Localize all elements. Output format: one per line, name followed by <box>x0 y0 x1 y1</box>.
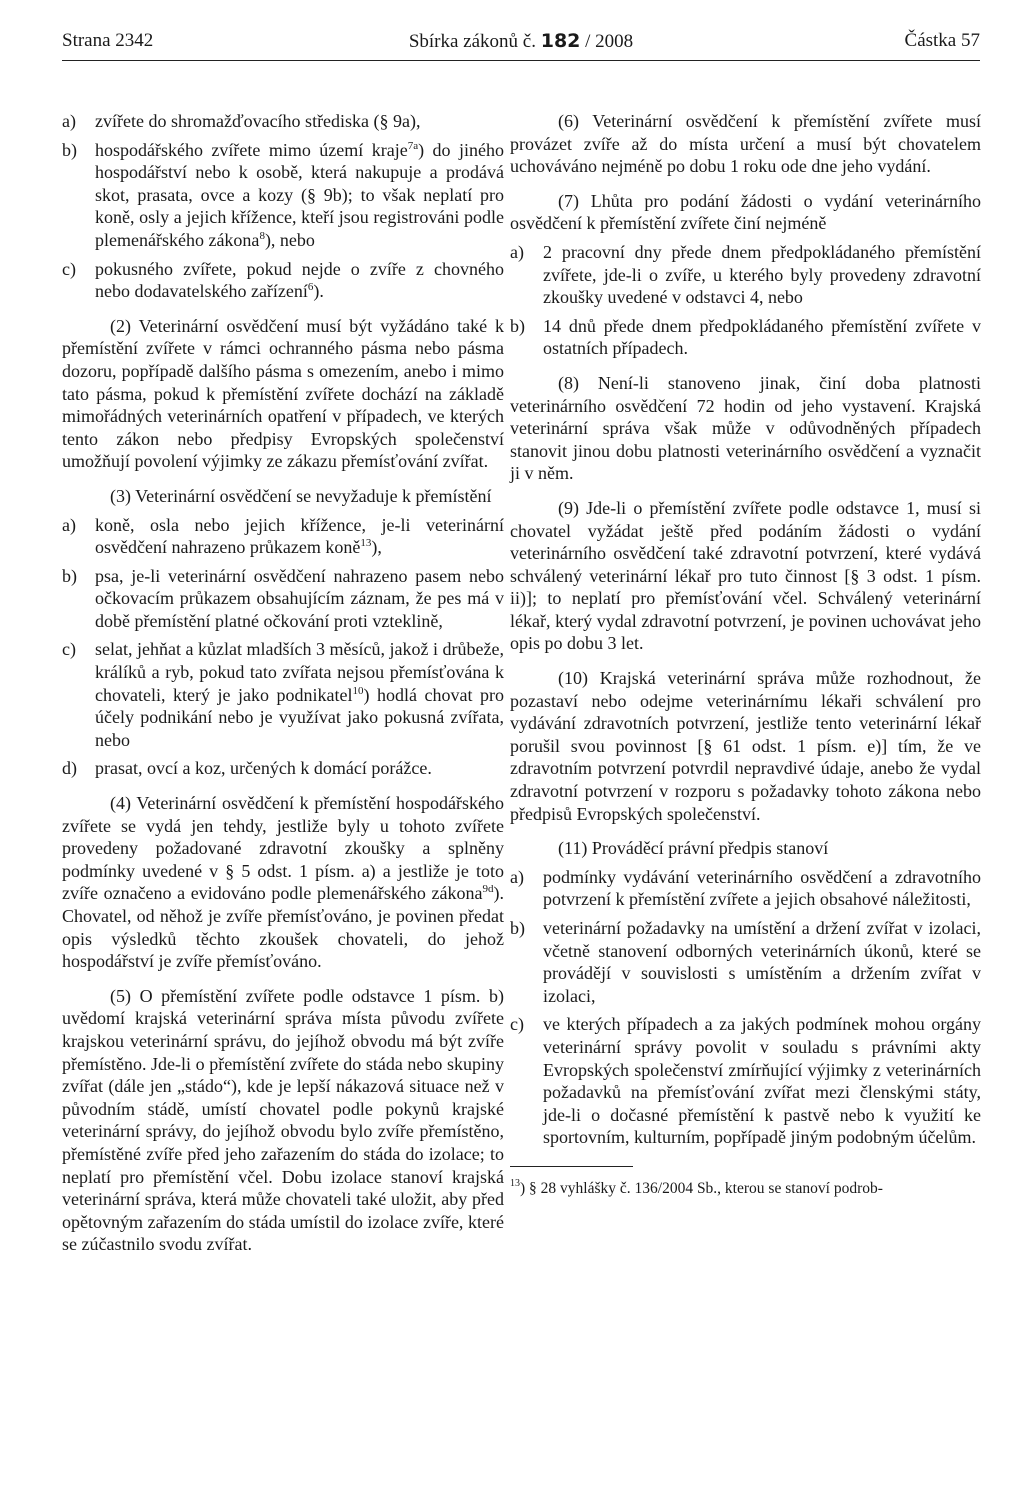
list-text: veterinární požadavky na umístění a držení zvířat v izolaci, včetně stanovení odborných veterinárních úkonů, které se provádějí v souvislosti s umístěním a držením zvířat v izolaci, <box>543 918 981 1006</box>
paragraph-text: ). Chovatel, od něhož je zvíře přemísťováno, je povinen předat opis výsledků těchto zkoušek chovateli, do jehož hospodářství je zvíře přemísťováno. <box>62 883 504 972</box>
footnote-ref: 7a <box>407 139 419 152</box>
list-label: c) <box>510 1014 524 1035</box>
paragraph-text: (4) Veterinární osvědčení k přemístění hospodářského zvířete se vydá jen tehdy, jestliže byly u tohoto zvířete provedeny požadované zdravotní zkoušky a splněny podmínky uvedené v § 5 odst. 1 písm. a) a jestliže je toto zvíře označeno a evidováno podle plemenářského zákona <box>62 793 504 904</box>
footnote <box>510 1179 981 1199</box>
paragraph-9: (9) Jde-li o přemístění zvířete podle odstavce 1, musí si chovatel vyžádat ještě před podáním žádosti o vydání veterinárního osvědčení také zdravotní potvrzení, které vydává schválený veterinární lékař pro tuto činnost [§ 3 odst. 1 písm. ii)]; to neplatí pro přemísťování včel. Schválený veterinární lékař, který vydal zdravotní potvrzení, je povinen uchovávat jeho opis po dobu 3 let. <box>510 497 981 654</box>
header-divider <box>62 60 980 61</box>
list-item <box>62 258 504 303</box>
list-text: 2 pracovní dny přede dnem předpokládaného přemístění zvířete, jde-li o zvíře, u kterého byly provedeny zdravotní zkoušky uvedené v odstavci 4, nebo <box>543 241 981 308</box>
list-item <box>510 241 981 309</box>
paragraph-5: (5) O přemístění zvířete podle odstavce 1 písm. b) uvědomí krajská veterinární správa místa původu zvířete krajskou veterinární správu, do jejíhož obvodu má být zvíře přemístěno. Jde-li o přemístění zvířete do stáda nebo skupiny zvířat (dále jen „stádo“), kde je lepší nákazová situace než v původním stádě, umístí chovatel podle pokynů krajské veterinární správy, do jejíhož obvodu bylo zvíře přemístěno, přemístěné zvíře před jeho zařazením do stáda do izolace; to neplatí pro přemístění včel. Dobu izolace stanoví krajská veterinární správa, která může chovateli také uložit, aby před opětovným zařazením do stáda umístil do izolace zvíře, které se zúčastnilo svodu zvířat. <box>62 985 504 1255</box>
collection-prefix: Sbírka zákonů č. <box>408 31 536 52</box>
list-label: a) <box>510 866 524 887</box>
list-label: b) <box>62 139 77 160</box>
list-text: selat, jehňat a kůzlat mladších 3 měsíců, jakož i drůbeže, králíků a ryb, pokud tato zvířata nejsou přemísťována k chovateli, který je jako podnikatel <box>95 639 504 705</box>
footnote-ref: 6 <box>307 281 314 294</box>
list-text: ) hodlá chovat pro účely podnikání nebo je využívat jako pokusná zvířata, nebo <box>95 684 504 750</box>
right-column <box>510 110 981 1199</box>
collection-title <box>62 30 980 53</box>
list-text: ) do jiného hospodářství nebo k osobě, která nakupuje a prodává skot, prasata, ovce a kozy (§ 9b); to však neplatí pro koně, osly a jejich křížence, kteří jsou registrováni podle plemenářského zákona <box>95 139 504 250</box>
paragraph-10: (10) Krajská veterinární správa může rozhodnout, že pozastaví nebo odejme veterinárnímu lékaři schválení pro vydávání zdravotních potvrzení, jestliže tento veterinární lékař porušil svou povinnost [§ 61 odst. 1 písm. e)] tím, že ve zdravotním potvrzení potvrdil nepravdivé údaje, anebo že vydal zdravotní potvrzení v rozporu s požadavky tohoto zákona nebo předpisů Evropských společenství. <box>510 668 981 824</box>
paragraph-6: (6) Veterinární osvědčení k přemístění zvířete musí provázet zvíře až do místa určení a musí být chovatelem uchováváno nejméně po dobu 1 roku ode dne jeho vydání. <box>510 111 981 177</box>
list-label: c) <box>62 639 76 660</box>
list-text: 14 dnů přede dnem předpokládaného přemístění zvířete v ostatních případech. <box>543 315 981 359</box>
collection-number: 182 <box>540 30 581 52</box>
paragraph-2: (2) Veterinární osvědčení musí být vyžádáno také k přemístění zvířete v rámci ochranného pásma nebo pásma dozoru, popřípadě dalšího pásma s omezením, anebo i mimo tato pásma, pokud k přemístění zvířete dochází na základě mimořádných veterinárních opatření v případech, ve kterých tento zákon nebo předpisy Evropských společenství umožňují povolení výjimky ze zákazu přemísťování zvířat. <box>62 315 504 472</box>
list-item <box>62 110 504 133</box>
list-item <box>510 917 981 1007</box>
list-item <box>62 514 504 559</box>
list-label: b) <box>510 918 525 938</box>
list-label: b) <box>510 315 525 336</box>
list-item <box>510 1013 981 1149</box>
footnote-ref: 9d <box>482 883 494 896</box>
list-text: pokusného zvířete, pokud nejde o zvíře z chovného nebo dodavatelského zařízení <box>95 258 504 302</box>
list-text: ). <box>313 281 324 302</box>
part-number: Částka 57 <box>904 30 980 51</box>
list-label: d) <box>62 758 77 779</box>
list-text: hospodářského zvířete mimo území kraje <box>95 139 408 160</box>
list-label: a) <box>510 241 524 262</box>
list-label: a) <box>62 514 76 535</box>
list-text: zvířete do shromažďovacího střediska (§ 9a), <box>95 111 421 131</box>
list-text: ve kterých případech a za jakých podmínek mohou orgány veterinární správy povolit v souladu s právními akty Evropských společenství zmírňující výjimky z veterinárních požadavků na přemísťování zvířat mezi členskými státy, jde-li o dočasné přemístění k pastvě nebo k využití ke sportovním, kulturním, popřípadě jiným podobným účelům. <box>543 1014 981 1148</box>
paragraph-4 <box>62 792 504 973</box>
list-item <box>62 638 504 751</box>
list-text: ), nebo <box>264 229 315 250</box>
list-text: ), <box>371 537 382 558</box>
list-item <box>510 866 981 911</box>
list-item <box>62 139 504 252</box>
paragraph-11-intro: (11) Prováděcí právní předpis stanoví <box>558 838 829 859</box>
left-column <box>62 110 504 1262</box>
list-label: b) <box>62 565 77 586</box>
page-header <box>62 30 980 60</box>
page-number: Strana 2342 <box>62 30 154 51</box>
paragraph-3-intro: (3) Veterinární osvědčení se nevyžaduje k přemístění <box>110 485 492 506</box>
list-item <box>62 757 504 780</box>
footnote-ref: 8 <box>259 229 265 242</box>
list-label: a) <box>62 111 76 131</box>
list-item <box>62 565 504 633</box>
footnote-text: ) § 28 vyhlášky č. 136/2004 Sb., kterou se stanoví podrob- <box>520 1179 883 1197</box>
list-text: psa, je-li veterinární osvědčení nahrazeno pasem nebo očkovacím průkazem obsahujícím záznam, že pes má v době přemístění platné očkování proti vzteklině, <box>95 565 504 631</box>
list-text: podmínky vydávání veterinárního osvědčení a zdravotního potvrzení k přemístění zvířete a jejich obsahové náležitosti, <box>543 866 981 910</box>
footnote-ref: 13 <box>360 537 372 550</box>
list-text: koně, osla nebo jejich křížence, je-li veterinární osvědčení nahrazeno průkazem koně <box>95 514 504 558</box>
list-item <box>510 315 981 360</box>
list-text: prasat, ovcí a koz, určených k domácí porážce. <box>95 758 432 779</box>
paragraph-7-intro: (7) Lhůta pro podání žádosti o vydání veterinárního osvědčení k přemístění zvířete činí nejméně <box>510 190 981 234</box>
footnote-mark: 13 <box>510 1177 520 1189</box>
list-label: c) <box>62 258 76 279</box>
footnote-ref: 10 <box>352 684 364 697</box>
paragraph-8: (8) Není-li stanoveno jinak, činí doba platnosti veterinárního osvědčení 72 hodin od jeho vystavení. Krajská veterinární správa však může v odůvodněných případech stanovit jinou dobu platnosti veterinárního osvědčení a vyznačit ji v něm. <box>510 372 981 484</box>
footnote-divider <box>510 1166 633 1167</box>
collection-year: / 2008 <box>585 31 634 52</box>
